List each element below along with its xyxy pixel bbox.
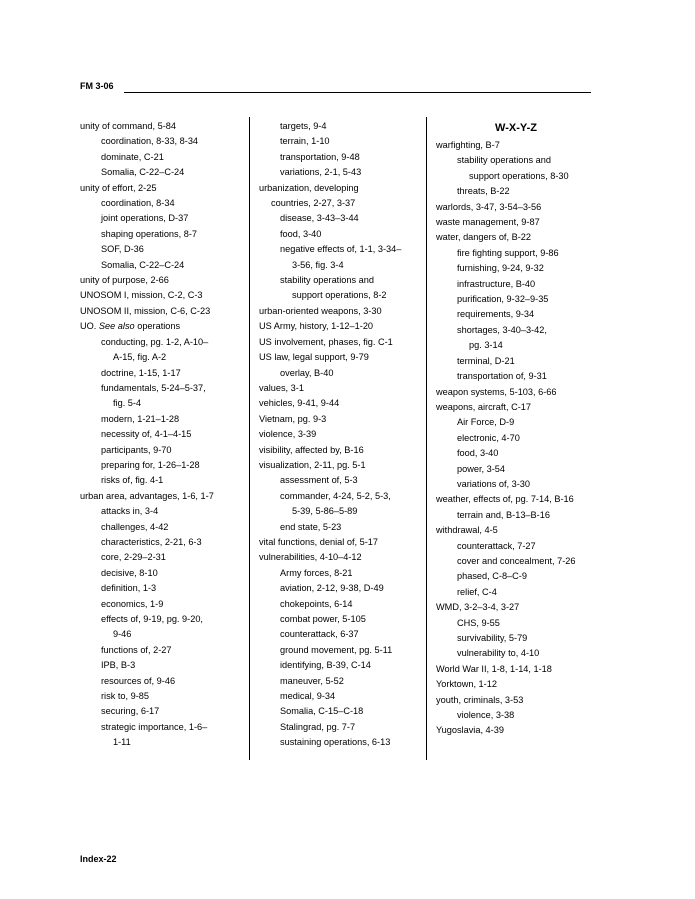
entry-text: dominate, C-21: [101, 151, 164, 162]
entry-text: US law, legal support, 9-79: [259, 352, 369, 363]
index-subentry: [436, 292, 596, 307]
entry-text: chokepoints, 6-14: [280, 598, 353, 609]
entry-text: UNOSOM I, mission, C-2, C-3: [80, 290, 203, 301]
entry-text: joint operations, D-37: [101, 213, 189, 224]
index-subentry: [436, 631, 596, 646]
entry-text: WMD, 3-2–3-4, 3-27: [436, 602, 520, 613]
index-entry: [80, 319, 240, 334]
index-subentry: [259, 134, 419, 149]
entry-text: Somalia, C-15–C-18: [280, 706, 364, 717]
index-subentry: [80, 335, 240, 366]
index-entry: [259, 443, 419, 458]
entry-text: overlay, B-40: [280, 367, 334, 378]
entry-text: securing, 6-17: [101, 706, 160, 717]
entry-text: weather, effects of, pg. 7-14, B-16: [436, 494, 574, 505]
entry-continuation: A-15, fig. A-2: [113, 352, 167, 363]
index-subentry: [436, 261, 596, 276]
entry-text: CHS, 9-55: [457, 617, 500, 628]
index-entry: [259, 335, 419, 350]
entry-text: medical, 9-34: [280, 691, 336, 702]
entry-continuation: countries, 2-27, 3-37: [271, 198, 356, 209]
index-entry: [259, 396, 419, 411]
index-subentry: [259, 242, 419, 273]
entry-text: disease, 3-43–3-44: [280, 213, 359, 224]
entry-text: survivability, 5-79: [457, 633, 528, 643]
index-subentry: [436, 585, 596, 600]
index-subentry: [80, 535, 240, 550]
column-divider: [249, 117, 250, 760]
entry-text: effects of, 9-19, pg. 9-20,: [101, 614, 203, 624]
entry-text: Stalingrad, pg. 7-7: [280, 721, 356, 732]
entry-text: food, 3-40: [280, 228, 322, 239]
entry-text: weapon systems, 5-103, 6-66: [436, 386, 557, 397]
entry-text: violence, 3-38: [457, 710, 515, 721]
column-divider: [426, 117, 427, 760]
entry-text: economics, 1-9: [101, 598, 164, 609]
entry-text: SOF, D-36: [101, 244, 144, 255]
index-subentry: [80, 720, 240, 751]
index-subentry: [80, 150, 240, 165]
entry-text: food, 3-40: [457, 448, 499, 459]
index-subentry: [80, 196, 240, 211]
entry-text: urban area, advantages, 1-6, 1-7: [80, 490, 214, 501]
index-entry: [259, 427, 419, 442]
index-entry: [436, 400, 596, 415]
entry-text: World War II, 1-8, 1-14, 1-18: [436, 663, 552, 674]
entry-text: warfighting, B-7: [436, 140, 500, 150]
entry-text: vulnerabilities, 4-10–4-12: [259, 552, 362, 563]
entry-text: definition, 1-3: [101, 583, 157, 594]
index-subentry: [80, 227, 240, 242]
page-number: Index-22: [80, 854, 117, 864]
index-subentry: [436, 415, 596, 430]
index-subentry: [80, 473, 240, 488]
index-subentry: [259, 597, 419, 612]
index-entry: [80, 181, 240, 196]
index-entry: [436, 200, 596, 215]
index-subentry: [80, 381, 240, 412]
index-subentry: [80, 612, 240, 643]
entry-text: phased, C-8–C-9: [457, 571, 527, 582]
entry-continuation: support operations, 8-30: [469, 170, 569, 181]
index-subentry: [259, 473, 419, 488]
entry-text: stability operations and: [280, 275, 374, 286]
index-entry: [259, 350, 419, 365]
entry-text: waste management, 9-87: [436, 217, 540, 228]
index-entry: [259, 381, 419, 396]
index-subentry: [259, 150, 419, 165]
index-subentry: [259, 720, 419, 735]
index-subentry: [80, 412, 240, 427]
index-entry: [436, 492, 596, 507]
index-subentry: [80, 550, 240, 565]
entry-text: warlords, 3-47, 3-54–3-56: [436, 201, 542, 212]
entry-text: shortages, 3-40–3-42,: [457, 324, 547, 335]
entry-text: cover and concealment, 7-26: [457, 555, 576, 566]
entry-text: UNOSOM II, mission, C-6, C-23: [80, 305, 211, 316]
index-subentry: [80, 504, 240, 519]
index-subentry: [259, 612, 419, 627]
index-entry: [80, 119, 240, 134]
index-subentry: [436, 354, 596, 369]
entry-text: terrain, 1-10: [280, 136, 330, 147]
index-entry: [80, 304, 240, 319]
entry-text: unity of command, 5-84: [80, 121, 177, 131]
header-rule: [124, 92, 591, 93]
index-subentry: [80, 165, 240, 180]
entry-text: challenges, 4-42: [101, 521, 169, 532]
entry-text: stability operations and: [457, 155, 551, 166]
entry-text: variations, 2-1, 5-43: [280, 167, 362, 178]
entry-text: fundamentals, 5-24–5-37,: [101, 382, 206, 393]
entry-text: conducting, pg. 1-2, A-10–: [101, 336, 209, 347]
index-subentry: [80, 258, 240, 273]
index-subentry: [259, 627, 419, 642]
entry-text: urban-oriented weapons, 3-30: [259, 305, 382, 316]
index-column-3: [436, 119, 596, 739]
entry-text: vehicles, 9-41, 9-44: [259, 398, 340, 409]
index-entry: [80, 489, 240, 504]
index-subentry: [80, 134, 240, 149]
index-column-1: [80, 119, 240, 751]
entry-text: electronic, 4-70: [457, 432, 520, 443]
entry-text: necessity of, 4-1–4-15: [101, 429, 192, 440]
entry-text: threats, B-22: [457, 186, 510, 197]
index-subentry: [80, 458, 240, 473]
entry-text: fire fighting support, 9-86: [457, 247, 559, 258]
index-subentry: [259, 211, 419, 226]
entry-text: transportation of, 9-31: [457, 371, 547, 382]
index-subentry: [80, 674, 240, 689]
entry-text: vulnerability to, 4-10: [457, 648, 540, 659]
index-subentry: [436, 431, 596, 446]
entry-continuation: 3-56, fig. 3-4: [292, 259, 344, 270]
entry-text: UO. See also operations: [80, 321, 181, 332]
index-entry: [436, 693, 596, 708]
entry-text: power, 3-54: [457, 463, 506, 474]
entry-text: strategic importance, 1-6–: [101, 721, 208, 732]
index-subentry: [259, 520, 419, 535]
index-subentry: [436, 369, 596, 384]
index-subentry: [436, 616, 596, 631]
entry-text: values, 3-1: [259, 382, 304, 393]
index-subentry: [259, 689, 419, 704]
entry-continuation: 5-39, 5-86–5-89: [292, 506, 358, 517]
entry-text: attacks in, 3-4: [101, 506, 159, 517]
entry-text: shaping operations, 8-7: [101, 228, 198, 239]
index-entry: [436, 523, 596, 538]
entry-text: negative effects of, 1-1, 3-34–: [280, 244, 402, 255]
index-subentry: [80, 211, 240, 226]
entry-text: purification, 9-32–9-35: [457, 294, 549, 305]
entry-text: violence, 3-39: [259, 429, 317, 440]
index-subentry: [80, 566, 240, 581]
index-subentry: [80, 704, 240, 719]
entry-text: Air Force, D-9: [457, 417, 515, 428]
index-subentry: [436, 462, 596, 477]
index-subentry: [436, 153, 596, 184]
entry-text: requirements, 9-34: [457, 309, 535, 320]
entry-text: visibility, affected by, B-16: [259, 444, 364, 455]
entry-text: participants, 9-70: [101, 444, 172, 455]
entry-text: vital functions, denial of, 5-17: [259, 536, 378, 547]
entry-text: US involvement, phases, fig. C-1: [259, 336, 393, 347]
entry-continuation: 1-11: [113, 737, 131, 748]
index-subentry: [80, 427, 240, 442]
entry-text: ground movement, pg. 5-11: [280, 644, 393, 655]
entry-text: visualization, 2-11, pg. 5-1: [259, 459, 366, 470]
entry-text: coordination, 8-34: [101, 198, 175, 209]
entry-text: unity of effort, 2-25: [80, 182, 157, 193]
entry-text: infrastructure, B-40: [457, 278, 536, 289]
index-entry: [436, 662, 596, 677]
entry-text: youth, criminals, 3-53: [436, 694, 524, 705]
entry-text: resources of, 9-46: [101, 675, 176, 686]
index-subentry: [436, 307, 596, 322]
running-header: FM 3-06: [80, 81, 114, 91]
entry-text: variations of, 3-30: [457, 478, 531, 489]
index-subentry: [80, 643, 240, 658]
entry-text: transportation, 9-48: [280, 151, 360, 162]
entry-text: preparing for, 1-26–1-28: [101, 459, 200, 470]
entry-text: combat power, 5-105: [280, 614, 366, 624]
index-subentry: [259, 581, 419, 596]
entry-text: core, 2-29–2-31: [101, 552, 166, 563]
index-subentry: [80, 581, 240, 596]
index-entry: [80, 288, 240, 303]
index-subentry: [436, 184, 596, 199]
index-entry: [436, 138, 596, 153]
entry-text: risks of, fig. 4-1: [101, 475, 164, 486]
entry-text: maneuver, 5-52: [280, 675, 344, 686]
index-subentry: [259, 273, 419, 304]
index-subentry: [259, 227, 419, 242]
index-subentry: [259, 658, 419, 673]
entry-text: coordination, 8-33, 8-34: [101, 136, 199, 147]
index-subentry: [436, 646, 596, 661]
entry-text: risk to, 9-85: [101, 691, 149, 702]
entry-text: aviation, 2-12, 9-38, D-49: [280, 583, 384, 594]
index-entry: [259, 535, 419, 550]
index-entry: [436, 230, 596, 245]
section-heading: W-X-Y-Z: [495, 122, 537, 134]
entry-continuation: 9-46: [113, 629, 132, 640]
entry-text: Vietnam, pg. 9-3: [259, 413, 327, 424]
entry-continuation: fig. 5-4: [113, 398, 142, 409]
index-subentry: [259, 643, 419, 658]
index-entry: [259, 181, 419, 212]
entry-text: characteristics, 2-21, 6-3: [101, 536, 202, 547]
index-entry: [436, 723, 596, 738]
index-column-2: [259, 119, 419, 751]
index-subentry: [436, 477, 596, 492]
entry-text: targets, 9-4: [280, 121, 327, 131]
entry-text: modern, 1-21–1-28: [101, 413, 180, 424]
entry-text: Somalia, C-22–C-24: [101, 167, 185, 178]
entry-text: assessment of, 5-3: [280, 475, 358, 486]
index-subentry: [80, 689, 240, 704]
index-subentry: [436, 539, 596, 554]
index-subentry: [80, 658, 240, 673]
entry-text: identifying, B-39, C-14: [280, 660, 371, 671]
entry-text: decisive, 8-10: [101, 567, 158, 578]
entry-text: end state, 5-23: [280, 521, 342, 532]
entry-text: Yugoslavia, 4-39: [436, 725, 504, 736]
entry-text: doctrine, 1-15, 1-17: [101, 367, 181, 378]
entry-text: IPB, B-3: [101, 660, 136, 671]
entry-text: withdrawal, 4-5: [436, 525, 498, 536]
index-subentry: [436, 508, 596, 523]
index-subentry: [259, 566, 419, 581]
index-entry: [436, 385, 596, 400]
index-entry: [436, 600, 596, 615]
index-subentry: [80, 597, 240, 612]
index-subentry: [259, 489, 419, 520]
index-subentry: [80, 366, 240, 381]
index-entry: [436, 677, 596, 692]
index-subentry: [259, 735, 419, 750]
index-subentry: [436, 323, 596, 354]
entry-text: counterattack, 6-37: [280, 629, 359, 640]
index-subentry: [436, 277, 596, 292]
entry-continuation: pg. 3-14: [469, 340, 503, 351]
index-subentry: [436, 446, 596, 461]
index-subentry: [259, 674, 419, 689]
index-entry: [259, 304, 419, 319]
entry-text: furnishing, 9-24, 9-32: [457, 263, 544, 274]
entry-text: US Army, history, 1-12–1-20: [259, 321, 374, 332]
index-subentry: [259, 704, 419, 719]
entry-text: counterattack, 7-27: [457, 540, 536, 551]
index-entry: [259, 550, 419, 565]
index-subentry: [259, 165, 419, 180]
index-subentry: [259, 366, 419, 381]
index-entry: [259, 319, 419, 334]
entry-text: water, dangers of, B-22: [436, 232, 531, 243]
entry-text: terminal, D-21: [457, 355, 515, 366]
index-entry: [436, 215, 596, 230]
entry-text: terrain and, B-13–B-16: [457, 509, 550, 520]
index-subentry: [80, 520, 240, 535]
entry-text: Yorktown, 1-12: [436, 679, 497, 690]
index-entry: [259, 412, 419, 427]
entry-text: relief, C-4: [457, 586, 497, 597]
index-subentry: [436, 554, 596, 569]
index-subentry: [436, 708, 596, 723]
index-subentry: [80, 443, 240, 458]
entry-text: Somalia, C-22–C-24: [101, 259, 185, 270]
index-subentry: [259, 119, 419, 134]
index-entry: [259, 458, 419, 473]
index-subentry: [436, 569, 596, 584]
entry-text: functions of, 2-27: [101, 644, 172, 655]
entry-text: weapons, aircraft, C-17: [436, 401, 531, 412]
entry-text: unity of purpose, 2-66: [80, 275, 169, 286]
entry-text: commander, 4-24, 5-2, 5-3,: [280, 490, 391, 501]
index-subentry: [80, 242, 240, 257]
entry-text: sustaining operations, 6-13: [280, 737, 391, 748]
index-entry: [80, 273, 240, 288]
index-subentry: [436, 246, 596, 261]
entry-text: Army forces, 8-21: [280, 567, 353, 578]
entry-text: urbanization, developing: [259, 182, 359, 193]
entry-continuation: support operations, 8-2: [292, 290, 387, 301]
